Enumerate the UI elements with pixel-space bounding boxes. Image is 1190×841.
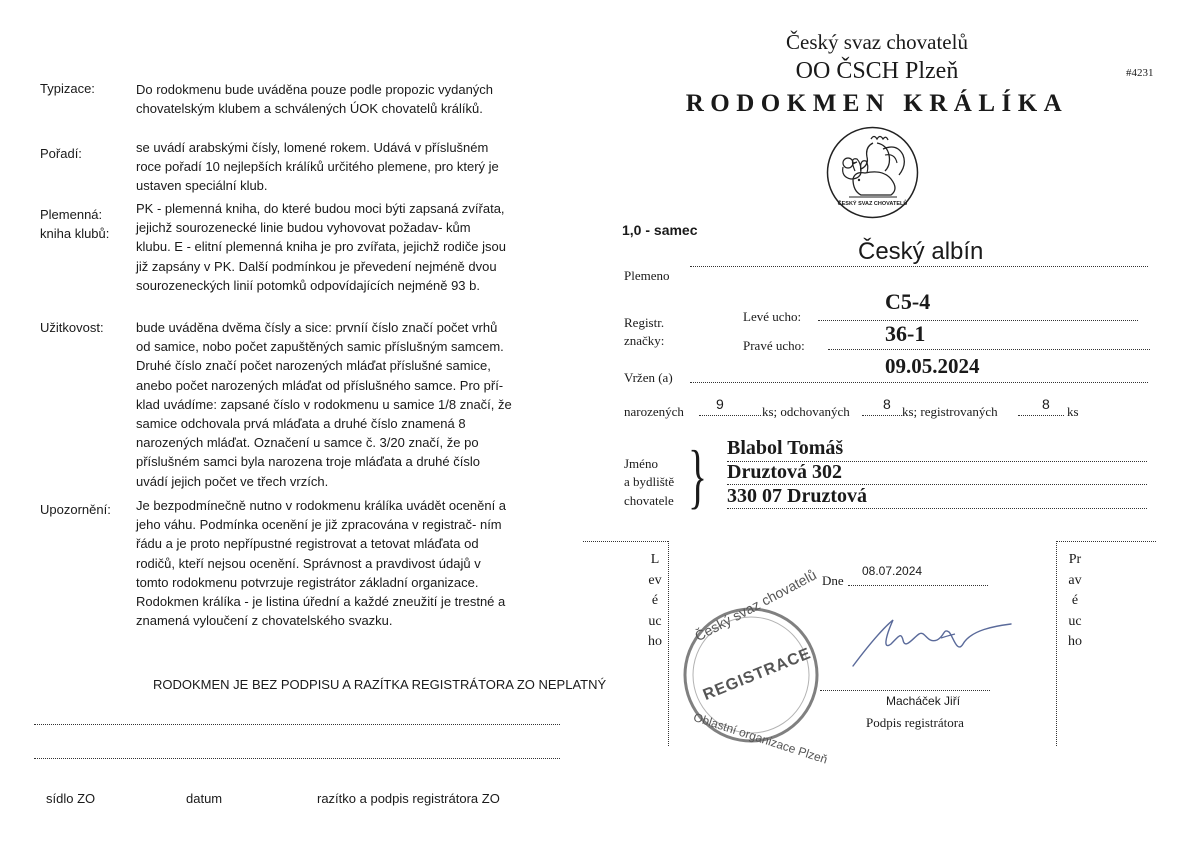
stamp-top-text: Český svaz chovatelů (692, 566, 820, 645)
right-ear-vertical: Pravé ucho (1068, 552, 1082, 649)
left-ear-value: C5-4 (885, 289, 931, 314)
owner-street: Druztová 302 (727, 461, 842, 483)
left-ear-vertical: Levé ucho (648, 552, 662, 649)
footer-line-2 (34, 758, 560, 759)
born-line (690, 382, 1148, 383)
notice-invalid: RODOKMEN JE BEZ PODPISU A RAZÍTKA REGISTRÁTORA ZO NEPLATNÝ (153, 677, 607, 692)
label-uzitkovost: Užitkovost: (40, 320, 104, 335)
signature-line (820, 690, 990, 691)
date-label: Dne (822, 573, 844, 588)
footer-seat: sídlo ZO (46, 791, 96, 806)
label-plemenna: Plemenná: (40, 207, 103, 222)
born-count-line (699, 415, 761, 416)
date-line (848, 585, 988, 586)
born-count-label: narozených (624, 404, 684, 419)
registered-count-value: 8 (1042, 396, 1050, 412)
page-title: RODOKMEN KRÁLÍKA (685, 90, 1069, 117)
born-date-value: 09.05.2024 (885, 354, 980, 378)
breed-line (690, 266, 1148, 267)
left-box-side (668, 541, 669, 746)
label-kniha-klubu: kniha klubů: (40, 226, 110, 241)
ks-label: ks (1067, 404, 1079, 419)
text-upozorneni: Je bezpodmínečně nutno v rodokmenu králíka uvádět ocenění a jeho váhu. Podmínka ocenění je již zpracována v registrač- ním řádu a je proto nepřípustné registrovat a tetovat mláďata od rodičů, kteří nejsou ocenění. Správnost a pravdivost údajů v tomto rodokmenu potvrzuje registrátor základní organizace. Rodokmen králíka - je listina úřední a každé zneužití je trestné a znamená vyloučení z chovatelského svazku. (136, 498, 507, 629)
born-label: Vržen (a) (624, 370, 673, 385)
registrar-name: Macháček Jiří (886, 694, 961, 708)
signature-icon (845, 610, 1015, 675)
born-count-value: 9 (716, 396, 724, 412)
breed-label: Plemeno (624, 268, 670, 283)
stamp-bottom-text: Oblastní organizace Plzeň (691, 710, 830, 767)
stamp-center-text: REGISTRACE (700, 645, 814, 704)
label-upozorneni: Upozornění: (40, 502, 111, 517)
registered-count-line (1018, 415, 1064, 416)
org-name: Český svaz chovatelů (786, 30, 968, 54)
right-ear-line (828, 349, 1150, 350)
csch-logo (825, 125, 920, 220)
registration-stamp (678, 566, 830, 767)
owner-brace-icon: } (688, 436, 708, 516)
owner-label-3: chovatele (624, 493, 674, 508)
breed-value: Český albín (858, 238, 984, 265)
left-ear-label: Levé ucho: (743, 309, 802, 324)
reg-label-1: Registr. (624, 315, 665, 330)
footer-date: datum (186, 791, 223, 806)
text-typizace: Do rodokmenu bude uváděna pouze podle propozic vydaných chovatelským klubem a schválených ÚOK chovatelů králíků. (136, 82, 494, 117)
right-box-side (1056, 541, 1057, 746)
raised-count-line (862, 415, 902, 416)
doc-number: #4231 (1126, 67, 1154, 79)
owner-name: Blabol Tomáš (727, 437, 844, 459)
registrar-label: Podpis registrátora (866, 715, 964, 730)
right-ear-value: 36-1 (885, 321, 926, 346)
date-value: 08.07.2024 (862, 564, 923, 578)
logo-caption: ČESKÝ SVAZ CHOVATELŮ (837, 201, 908, 207)
owner-city: 330 07 Druztová (727, 485, 867, 507)
registered-label: ks; registrovaných (902, 404, 998, 419)
reg-label-2: značky: (624, 333, 665, 348)
footer-line-1 (34, 724, 560, 725)
raised-count-value: 8 (883, 396, 891, 412)
label-poradi: Pořadí: (40, 146, 82, 161)
owner-city-line (727, 508, 1147, 509)
label-typizace: Typizace: (40, 81, 95, 96)
sex-label: 1,0 - samec (622, 222, 698, 238)
right-box-top (1056, 541, 1156, 542)
owner-label-1: Jméno (624, 456, 658, 471)
text-uzitkovost: bude uváděna dvěma čísly a sice: prvníí číslo značí počet vrhů od samice, nobo počet zapuštěných samic příslušným samcem. Druhé číslo značí počet narozených mláďat příslušné samice, anebo počet narozených mláďat od příslušného samce. Pro pří- klad uvádíme: zapsané číslo v rodokmenu u samice 1/8 značí, že samice odchovala prvá mláďata a druhé číslo znamená 8 narozených mláďat. Označení u samce č. 3/20 značí, že po příslušném samci byla narozena troje mláďata a druhé číslo uvádí jejich počet ve třech vrzích. (136, 320, 512, 489)
left-box-top (583, 541, 668, 542)
footer-stamp: razítko a podpis registrátora ZO (317, 791, 500, 806)
owner-label-2: a bydliště (624, 474, 675, 489)
right-ear-label: Pravé ucho: (743, 338, 805, 353)
raised-label: ks; odchovaných (762, 404, 850, 419)
text-poradi: se uvádí arabskými čísly, lomené rokem. Udává v příslušném roce pořadí 10 nejlepších králíků určitého plemene, pro který je ustaven speciální klub. (136, 140, 499, 194)
text-plemenna: PK - plemenná kniha, do které budou moci býti zapsaná zvířata, jejichž sourozenecké linie budou vyhovovat požadav- kům klubu. E - elitní plemenná kniha je pro zvířata, jejichž rodiče jsou již zapsány v PK. Další podmínkou je převedení nejméně dvou sourozeneckých linií potomků odpovídajících nejméně 93 b. (136, 201, 506, 293)
org-branch: OO ČSCH Plzeň (795, 58, 959, 84)
left-ear-line (818, 320, 1138, 321)
